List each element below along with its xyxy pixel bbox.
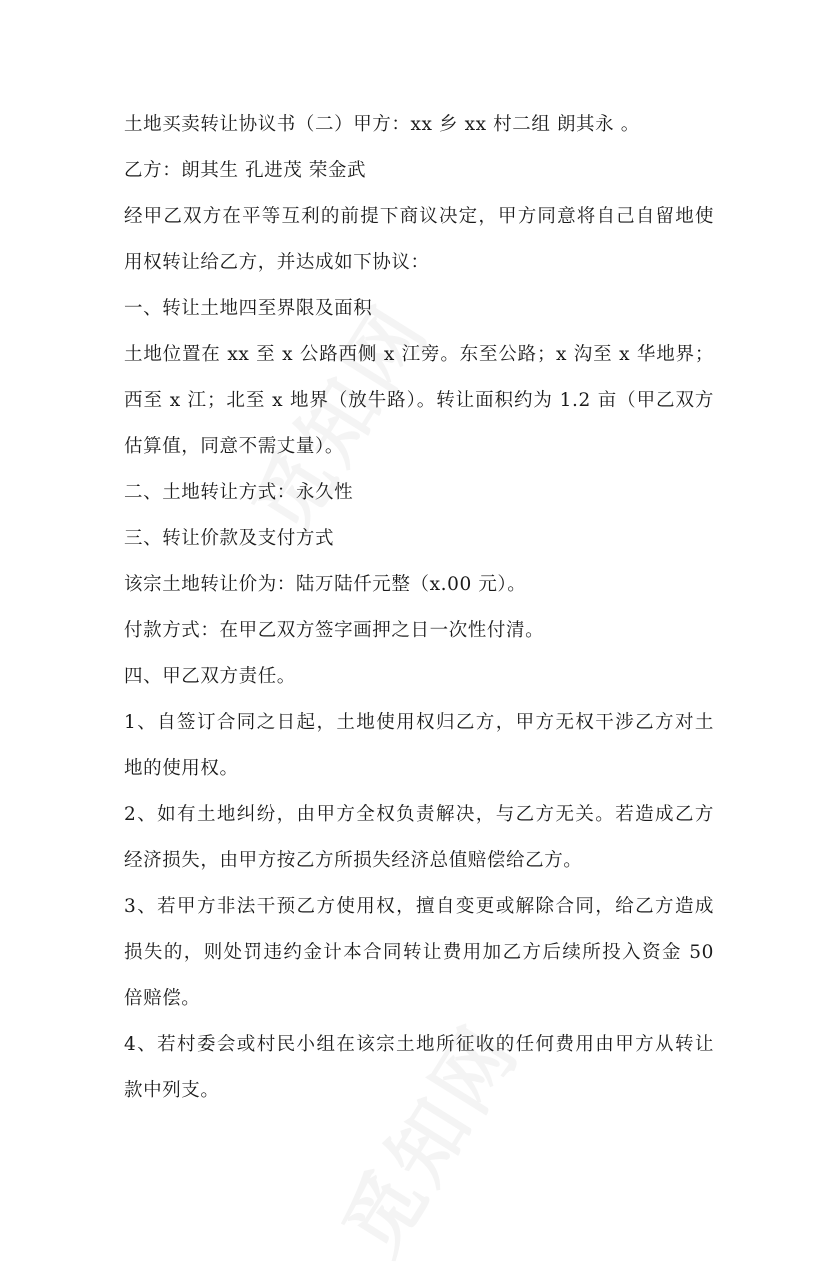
paragraph-line: 款中列支。: [124, 1080, 220, 1101]
paragraph-line: 经甲乙双方在平等互利的前提下商议决定，甲方同意将自己自留地使: [124, 206, 714, 227]
paragraph-line: 用权转让给乙方，并达成如下协议：: [124, 252, 430, 273]
section-heading: 三、转让价款及支付方式: [124, 528, 335, 549]
paragraph-line: 倍赔偿。: [124, 988, 201, 1009]
paragraph-line: 1、自签订合同之日起，土地使用权归乙方，甲方无权干涉乙方对土: [124, 712, 714, 733]
section-heading: 一、转让土地四至界限及面积: [124, 298, 373, 319]
document-title-line: 土地买卖转让协议书（二）甲方：xx 乡 xx 村二组 朗其永 。: [124, 114, 640, 135]
paragraph-line: 2、如有土地纠纷，由甲方全权负责解决，与乙方无关。若造成乙方: [124, 804, 714, 825]
paragraph-line: 4、若村委会或村民小组在该宗土地所征收的任何费用由甲方从转让: [124, 1034, 714, 1055]
document-body: [124, 102, 714, 1114]
paragraph-line: 损失的，则处罚违约金计本合同转让费用加乙方后续所投入资金 50: [124, 942, 714, 963]
paragraph-line: 3、若甲方非法干预乙方使用权，擅自变更或解除合同，给乙方造成: [124, 896, 714, 917]
paragraph-line: 地的使用权。: [124, 758, 239, 779]
paragraph-line: 土地位置在 xx 至 x 公路西侧 x 江旁。东至公路；x 沟至 x 华地界；: [124, 344, 714, 365]
paragraph-line: 付款方式：在甲乙双方签字画押之日一次性付清。: [124, 620, 545, 641]
paragraph-line: 估算值，同意不需丈量）。: [124, 436, 344, 457]
party-b-line: 乙方：朗其生 孔进茂 荣金武: [124, 160, 367, 181]
paragraph-line: 该宗土地转让价为：陆万陆仟元整（x.00 元）。: [124, 574, 527, 595]
paragraph-line: 西至 x 江；北至 x 地界（放牛路）。转让面积约为 1.2 亩（甲乙双方: [124, 390, 714, 411]
section-heading: 二、土地转让方式：永久性: [124, 482, 354, 503]
paragraph-line: 经济损失，由甲方按乙方所损失经济总值赔偿给乙方。: [124, 850, 583, 871]
section-heading: 四、甲乙双方责任。: [124, 666, 296, 687]
